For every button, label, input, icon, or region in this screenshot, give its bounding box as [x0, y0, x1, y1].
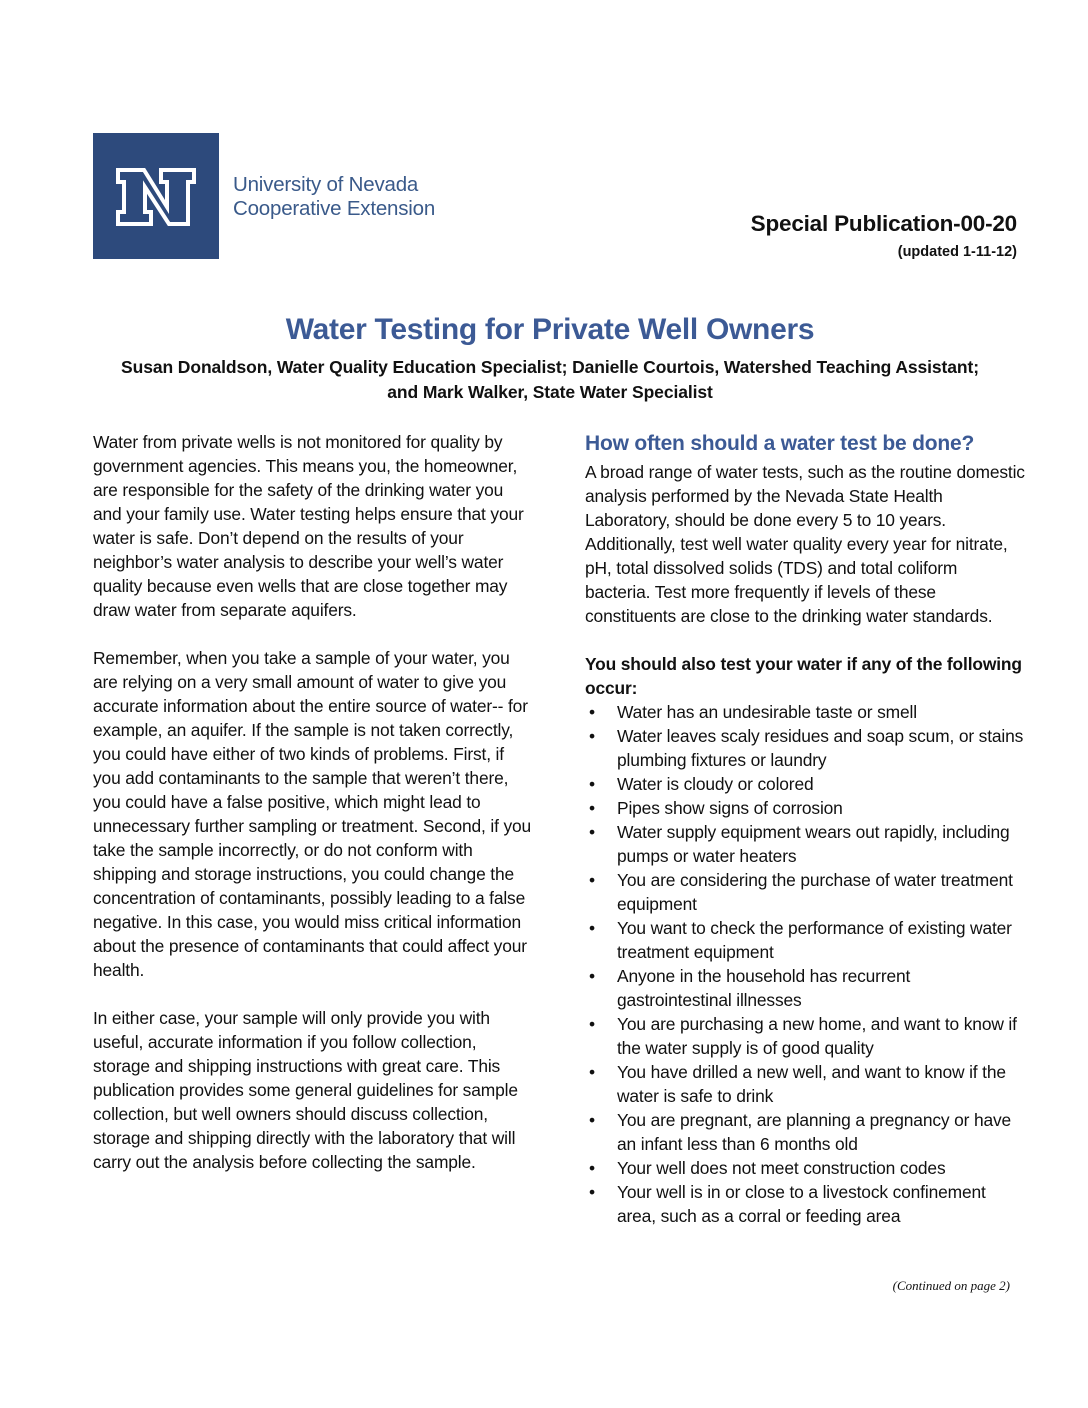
organization-line-2: Cooperative Extension	[233, 197, 436, 220]
authors-line-1: Susan Donaldson, Water Quality Education Specialist; Danielle Courtois, Watershed Teaching Assistant;	[121, 357, 979, 377]
section-subheading: You should also test your water if any of the following occur:	[585, 654, 1022, 698]
test-triggers-list	[585, 700, 1025, 1228]
list-item: • Water leaves scaly residues and soap scum, or stains plumbing fixtures or laundry	[585, 724, 1025, 772]
list-item: • Water supply equipment wears out rapidly, including pumps or water heaters	[585, 820, 1025, 868]
university-logo	[93, 133, 219, 259]
frequency-paragraph: A broad range of water tests, such as the routine domestic analysis performed by the Nevada State Health Laboratory, should be done every 5 to 10 years. Additionally, test well water quality every year for nitrate, pH, total dissolved solids (TDS) and total coliform bacteria. Test more frequently if levels of these constituents are close to the drinking water standards.	[585, 462, 1025, 626]
right-column	[585, 430, 1025, 1228]
list-item: • Water is cloudy or colored	[585, 772, 1025, 796]
authors-line-2: and Mark Walker, State Water Specialist	[387, 382, 713, 402]
organization-line-1: University of Nevada	[233, 173, 419, 196]
list-item: • You are pregnant, are planning a pregnancy or have an infant less than 6 months old	[585, 1108, 1025, 1156]
instructions-paragraph: In either case, your sample will only provide you with useful, accurate information if you follow collection, storage and shipping instructions with great care. This publication provides some general guidelines for sample collection, but well owners should discuss collection, storage and shipping directly with the laboratory that will carry out the analysis before collecting the sample.	[93, 1008, 518, 1172]
list-item: • You are considering the purchase of water treatment equipment	[585, 868, 1025, 916]
list-item: • Pipes show signs of corrosion	[585, 796, 1025, 820]
intro-paragraph: Water from private wells is not monitored for quality by government agencies. This means you, the homeowner, are responsible for the safety of the drinking water you and your family use. Water testing helps ensure that your water is safe. Don’t depend on the results of your neighbor’s water analysis to describe your well’s water quality because even wells that are close together may draw water from separate aquifers.	[93, 432, 524, 620]
sampling-paragraph: Remember, when you take a sample of your water, you are relying on a very small amount of water to give you accurate information about the entire source of water-- for example, an aquifer. If the sample is not taken correctly, you could have either of two kinds of problems. First, if you add contaminants to the sample that weren’t there, you could have a false positive, which might lead to unnecessary further sampling or treatment. Second, if you take the sample incorrectly, or do not conform with shipping and storage instructions, you could change the concentration of contaminants, possibly leading to a false negative. In this case, you would miss critical information about the presence of contaminants that could affect your health.	[93, 648, 532, 980]
list-item: • You want to check the performance of existing water treatment equipment	[585, 916, 1025, 964]
block-n-logo-icon	[93, 133, 219, 259]
list-item: • Water has an undesirable taste or smell	[585, 700, 1025, 724]
publication-number: Special Publication-00-20	[750, 211, 1017, 236]
updated-date: (updated 1-11-12)	[897, 244, 1017, 260]
list-item: • Your well is in or close to a livestock confinement area, such as a corral or feeding area	[585, 1180, 1025, 1228]
document-title: Water Testing for Private Well Owners	[285, 313, 815, 346]
section-heading: How often should a water test be done?	[585, 432, 975, 455]
list-item: • You are purchasing a new home, and want to know if the water supply is of good quality	[585, 1012, 1025, 1060]
list-item: • Anyone in the household has recurrent gastrointestinal illnesses	[585, 964, 1025, 1012]
list-item: • You have drilled a new well, and want to know if the water is safe to drink	[585, 1060, 1025, 1108]
list-item: • Your well does not meet construction codes	[585, 1156, 1025, 1180]
organization-name	[233, 173, 435, 221]
authors	[60, 355, 1040, 405]
left-column	[93, 430, 533, 1198]
continued-note: (Continued on page 2)	[892, 1278, 1010, 1293]
